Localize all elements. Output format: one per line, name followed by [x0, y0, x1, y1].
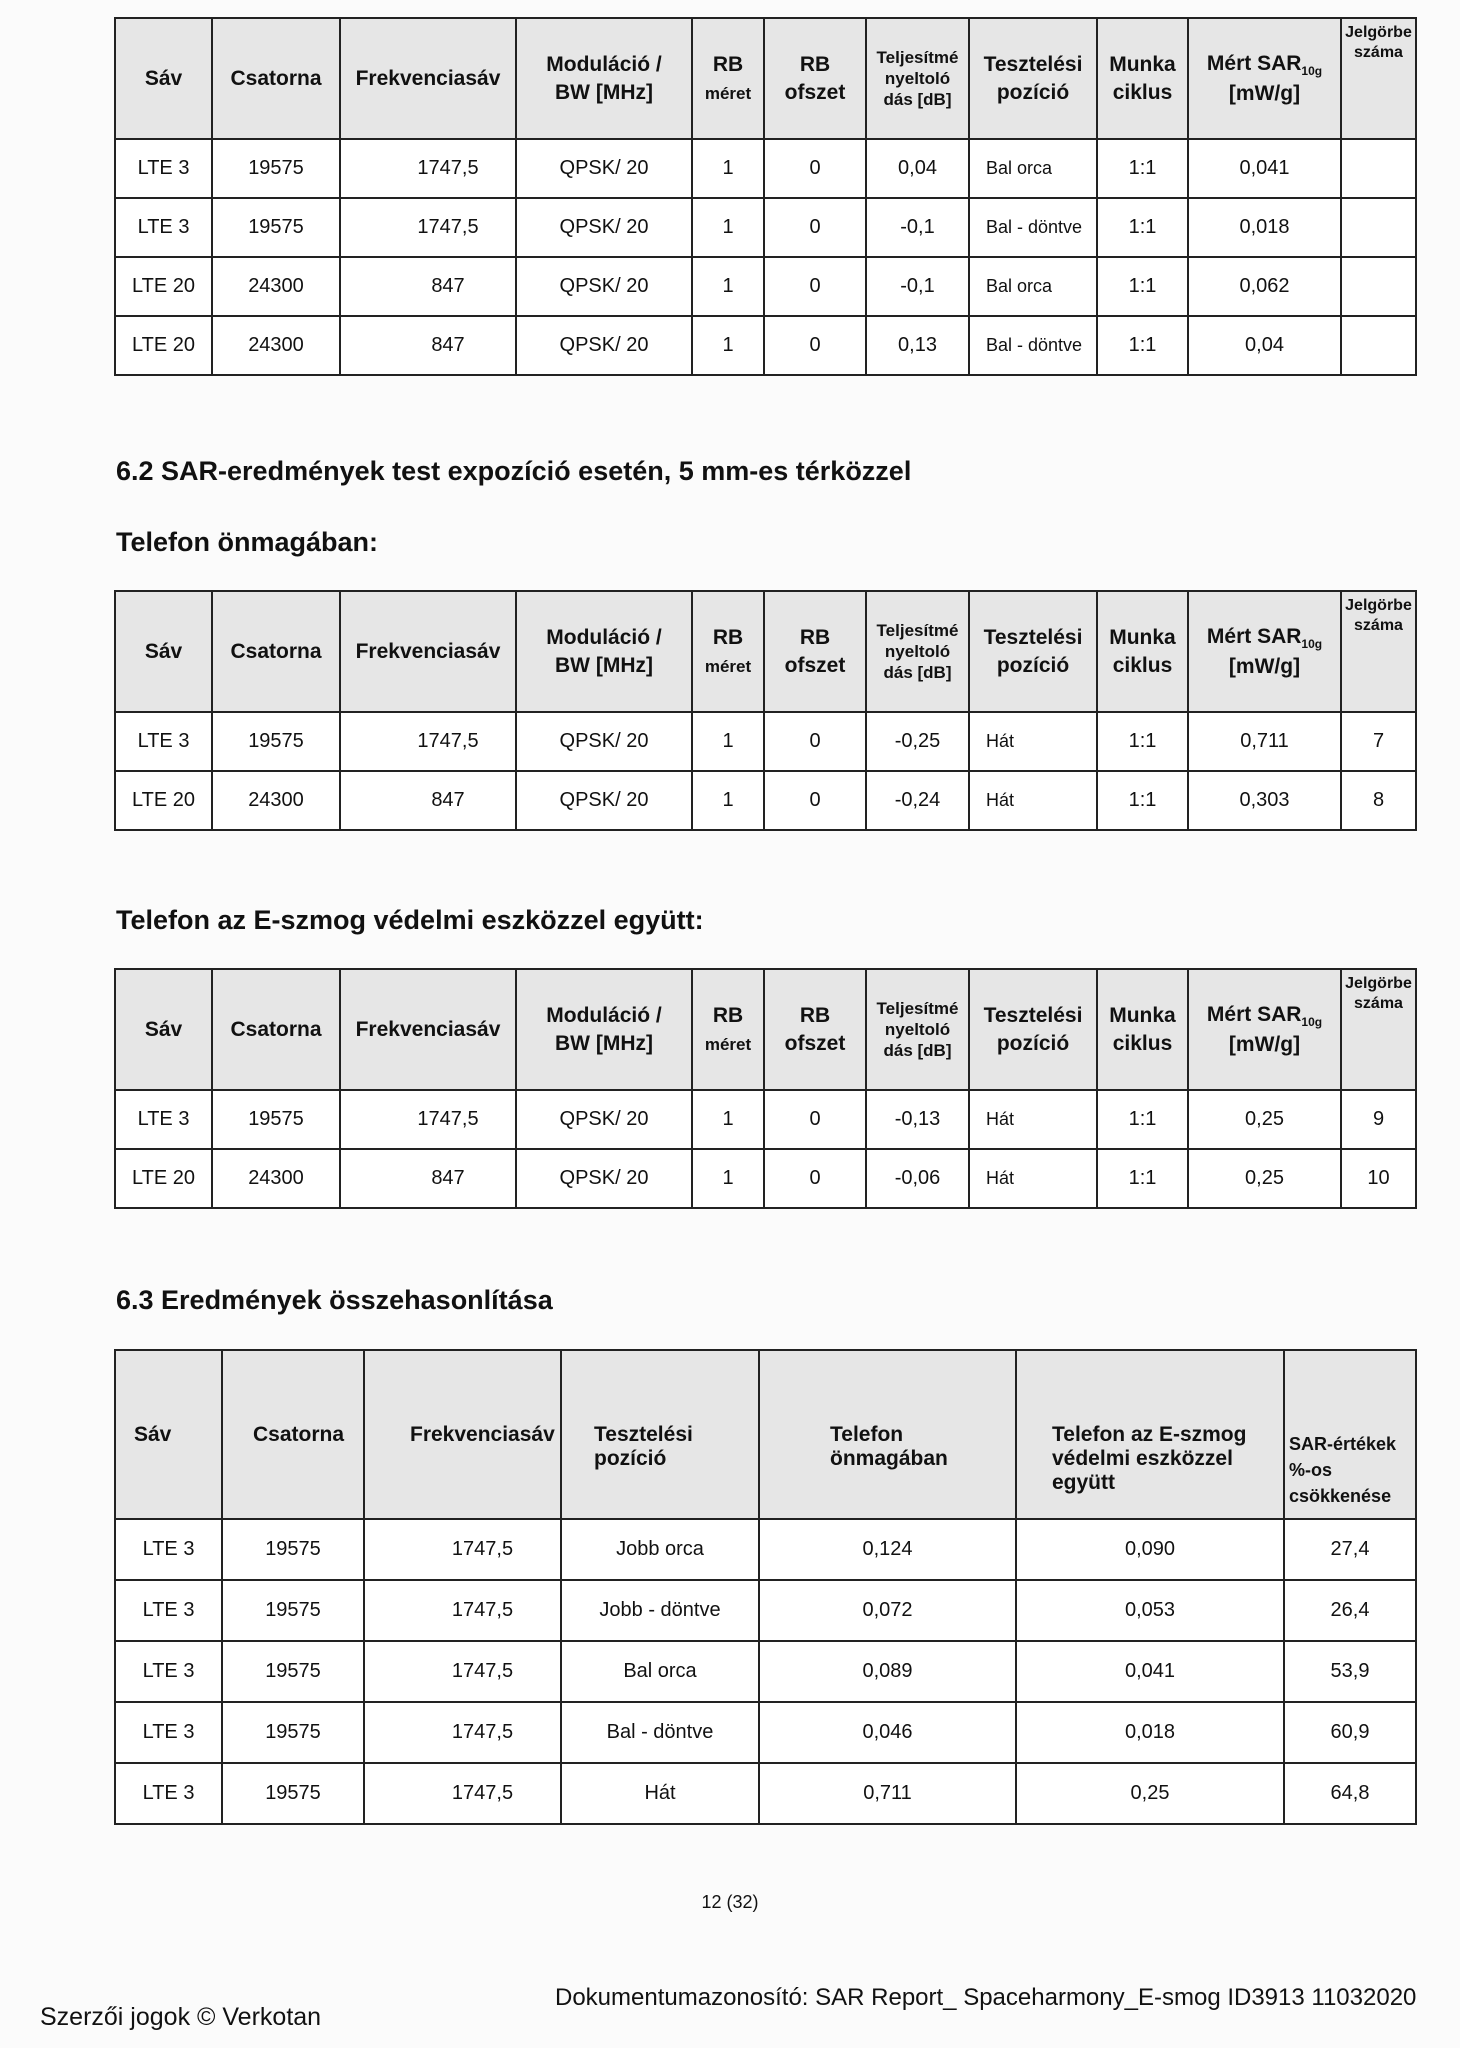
cmp-col-eszkoz: Telefon az E-szmog védelmi eszközzel együtt — [1016, 1350, 1284, 1519]
cell-csatorna: 19575 — [212, 139, 340, 198]
cell-csatorna: 24300 — [212, 1149, 340, 1208]
table-row — [115, 1580, 1416, 1641]
cell-modulacio: QPSK/ 20 — [516, 1090, 692, 1149]
comparison-table — [114, 1349, 1417, 1825]
cell-jelgorbe — [1341, 316, 1416, 375]
cell-csatorna: 19575 — [222, 1519, 364, 1580]
cell-csatorna: 19575 — [222, 1763, 364, 1824]
cell-munka: 1:1 — [1097, 257, 1188, 316]
cell-teljesitmeny: -0,24 — [866, 771, 969, 830]
cell-frekvencia: 1747,5 — [364, 1763, 561, 1824]
col-sav: Sáv — [115, 591, 212, 712]
col-pozicio: Tesztelési pozíció — [969, 591, 1097, 712]
cell-munka: 1:1 — [1097, 198, 1188, 257]
cell-pozicio: Bal - döntve — [969, 198, 1097, 257]
cell-sav: LTE 3 — [115, 712, 212, 771]
cmp-col-pozicio: Tesztelési pozíció — [561, 1350, 759, 1519]
cell-rb-ofszet: 0 — [764, 1090, 866, 1149]
cell-sav: LTE 3 — [115, 1641, 222, 1702]
cell-frekvencia: 847 — [340, 771, 516, 830]
cell-sav: LTE 3 — [115, 1519, 222, 1580]
subheading-phone-with-device: Telefon az E-szmog védelmi eszközzel együtt: — [116, 905, 704, 935]
table-header-row — [115, 1350, 1416, 1519]
cell-pozicio: Bal orca — [561, 1641, 759, 1702]
cell-telefon: 0,046 — [759, 1702, 1016, 1763]
table-row — [115, 1519, 1416, 1580]
col-jelgorbe: Jelgörbe száma — [1341, 969, 1416, 1090]
cell-csokkenes: 64,8 — [1284, 1763, 1416, 1824]
cell-jelgorbe — [1341, 139, 1416, 198]
table-row — [115, 771, 1416, 830]
cmp-col-csatorna: Csatorna — [222, 1350, 364, 1519]
col-rb-meret: RB méret — [692, 591, 764, 712]
col-sar: Mért $SAR_{10g}$ [mW/g] — [1188, 969, 1341, 1090]
cell-pozicio: Jobb orca — [561, 1519, 759, 1580]
table-row — [115, 1702, 1416, 1763]
cell-csatorna: 24300 — [212, 771, 340, 830]
col-jelgorbe: Jelgörbe száma — [1341, 591, 1416, 712]
cell-teljesitmeny: 0,04 — [866, 139, 969, 198]
cell-pozicio: Bal - döntve — [561, 1702, 759, 1763]
col-sar: Mért $SAR_{10g}$ [mW/g] — [1188, 591, 1341, 712]
cmp-col-sav: Sáv — [115, 1350, 222, 1519]
table-row — [115, 1641, 1416, 1702]
cell-frekvencia: 1747,5 — [364, 1580, 561, 1641]
cell-eszkoz: 0,25 — [1016, 1763, 1284, 1824]
cell-csokkenes: 53,9 — [1284, 1641, 1416, 1702]
col-rb-ofszet: RB ofszet — [764, 969, 866, 1090]
cell-munka: 1:1 — [1097, 139, 1188, 198]
cell-csokkenes: 60,9 — [1284, 1702, 1416, 1763]
document-id: Dokumentumazonosító: SAR Report_ Spaceharmony_E-smog ID3913 11032020 — [555, 1984, 1417, 2011]
cell-pozicio: Bal - döntve — [969, 316, 1097, 375]
cmp-col-csokkenes: SAR-értékek %-os csökkenése — [1284, 1350, 1416, 1519]
table-row — [115, 139, 1416, 198]
table-header-row — [115, 591, 1416, 712]
col-frekvencia: Frekvenciasáv — [340, 591, 516, 712]
cell-rb-ofszet: 0 — [764, 771, 866, 830]
col-rb-meret: RB méret — [692, 18, 764, 139]
cell-csatorna: 19575 — [212, 1090, 340, 1149]
cell-sav: LTE 3 — [115, 198, 212, 257]
col-rb-meret: RB méret — [692, 969, 764, 1090]
cell-frekvencia: 1747,5 — [340, 198, 516, 257]
cell-modulacio: QPSK/ 20 — [516, 139, 692, 198]
col-csatorna: Csatorna — [212, 18, 340, 139]
cmp-col-frekvencia: Frekvenciasáv — [364, 1350, 561, 1519]
cell-rb-ofszet: 0 — [764, 316, 866, 375]
cell-csatorna: 19575 — [222, 1702, 364, 1763]
cmp-col-telefon: Telefon önmagában — [759, 1350, 1016, 1519]
cell-telefon: 0,072 — [759, 1580, 1016, 1641]
cell-munka: 1:1 — [1097, 771, 1188, 830]
cell-csatorna: 24300 — [212, 257, 340, 316]
cell-pozicio: Hát — [969, 712, 1097, 771]
col-sav: Sáv — [115, 969, 212, 1090]
cell-jelgorbe: 8 — [1341, 771, 1416, 830]
cell-csatorna: 19575 — [222, 1641, 364, 1702]
cell-sar: 0,25 — [1188, 1090, 1341, 1149]
table-row — [115, 198, 1416, 257]
sar-table-phone-with-device — [114, 968, 1417, 1209]
cell-sav: LTE 3 — [115, 1763, 222, 1824]
section-6-3-heading: 6.3 Eredmények összehasonlítása — [116, 1285, 553, 1315]
cell-rb-meret: 1 — [692, 257, 764, 316]
cell-pozicio: Hát — [969, 1149, 1097, 1208]
col-teljesitmeny: Teljesítmé nyeltoló dás [dB] — [866, 18, 969, 139]
cell-rb-meret: 1 — [692, 771, 764, 830]
copyright: Szerzői jogok © Verkotan — [40, 2003, 322, 2031]
cell-pozicio: Bal orca — [969, 139, 1097, 198]
cell-teljesitmeny: -0,1 — [866, 198, 969, 257]
cell-rb-meret: 1 — [692, 316, 764, 375]
cell-rb-ofszet: 0 — [764, 1149, 866, 1208]
cell-pozicio: Bal orca — [969, 257, 1097, 316]
cell-pozicio: Hát — [969, 771, 1097, 830]
cell-frekvencia: 1747,5 — [364, 1641, 561, 1702]
cell-csatorna: 19575 — [212, 198, 340, 257]
sar-table-head-exposure — [114, 17, 1417, 376]
cell-frekvencia: 1747,5 — [364, 1519, 561, 1580]
cell-teljesitmeny: -0,06 — [866, 1149, 969, 1208]
col-teljesitmeny: Teljesítmé nyeltoló dás [dB] — [866, 591, 969, 712]
cell-csatorna: 24300 — [212, 316, 340, 375]
cell-sav: LTE 20 — [115, 316, 212, 375]
col-modulacio: Moduláció / BW [MHz] — [516, 18, 692, 139]
cell-frekvencia: 1747,5 — [340, 1090, 516, 1149]
cell-sar: 0,041 — [1188, 139, 1341, 198]
cell-sar: 0,04 — [1188, 316, 1341, 375]
cell-frekvencia: 847 — [340, 1149, 516, 1208]
cell-rb-meret: 1 — [692, 1149, 764, 1208]
cell-jelgorbe: 10 — [1341, 1149, 1416, 1208]
col-munka: Munka ciklus — [1097, 969, 1188, 1090]
cell-csokkenes: 26,4 — [1284, 1580, 1416, 1641]
cell-modulacio: QPSK/ 20 — [516, 1149, 692, 1208]
col-sav: Sáv — [115, 18, 212, 139]
cell-sar: 0,018 — [1188, 198, 1341, 257]
table-row — [115, 1763, 1416, 1824]
col-modulacio: Moduláció / BW [MHz] — [516, 969, 692, 1090]
cell-sav: LTE 20 — [115, 1149, 212, 1208]
cell-modulacio: QPSK/ 20 — [516, 712, 692, 771]
cell-sav: LTE 20 — [115, 771, 212, 830]
col-munka: Munka ciklus — [1097, 591, 1188, 712]
cell-rb-ofszet: 0 — [764, 139, 866, 198]
cell-jelgorbe — [1341, 257, 1416, 316]
cell-frekvencia: 1747,5 — [340, 712, 516, 771]
cell-eszkoz: 0,018 — [1016, 1702, 1284, 1763]
cell-munka: 1:1 — [1097, 316, 1188, 375]
table-row — [115, 712, 1416, 771]
cell-rb-meret: 1 — [692, 198, 764, 257]
cell-frekvencia: 847 — [340, 316, 516, 375]
cell-sar: 0,711 — [1188, 712, 1341, 771]
cell-frekvencia: 1747,5 — [364, 1702, 561, 1763]
cell-teljesitmeny: -0,25 — [866, 712, 969, 771]
table-row — [115, 1149, 1416, 1208]
cell-rb-meret: 1 — [692, 139, 764, 198]
cell-eszkoz: 0,090 — [1016, 1519, 1284, 1580]
cell-rb-ofszet: 0 — [764, 712, 866, 771]
cell-sar: 0,062 — [1188, 257, 1341, 316]
cell-munka: 1:1 — [1097, 1090, 1188, 1149]
cell-csatorna: 19575 — [222, 1580, 364, 1641]
cell-sav: LTE 3 — [115, 139, 212, 198]
cell-sav: LTE 3 — [115, 1580, 222, 1641]
cell-frekvencia: 847 — [340, 257, 516, 316]
sar-table-phone-alone — [114, 590, 1417, 831]
cell-eszkoz: 0,041 — [1016, 1641, 1284, 1702]
cell-telefon: 0,711 — [759, 1763, 1016, 1824]
cell-teljesitmeny: 0,13 — [866, 316, 969, 375]
cell-modulacio: QPSK/ 20 — [516, 257, 692, 316]
cell-pozicio: Hát — [969, 1090, 1097, 1149]
col-pozicio: Tesztelési pozíció — [969, 18, 1097, 139]
cell-jelgorbe — [1341, 198, 1416, 257]
table-header-row — [115, 969, 1416, 1090]
col-pozicio: Tesztelési pozíció — [969, 969, 1097, 1090]
cell-telefon: 0,124 — [759, 1519, 1016, 1580]
table-row — [115, 316, 1416, 375]
subheading-phone-alone: Telefon önmagában: — [116, 527, 379, 557]
col-csatorna: Csatorna — [212, 969, 340, 1090]
col-teljesitmeny: Teljesítmé nyeltoló dás [dB] — [866, 969, 969, 1090]
cell-sav: LTE 3 — [115, 1702, 222, 1763]
col-frekvencia: Frekvenciasáv — [340, 18, 516, 139]
cell-pozicio: Jobb - döntve — [561, 1580, 759, 1641]
cell-teljesitmeny: -0,13 — [866, 1090, 969, 1149]
table-header-row — [115, 18, 1416, 139]
cell-eszkoz: 0,053 — [1016, 1580, 1284, 1641]
cell-pozicio: Hát — [561, 1763, 759, 1824]
cell-jelgorbe: 9 — [1341, 1090, 1416, 1149]
cell-modulacio: QPSK/ 20 — [516, 771, 692, 830]
page-number: 12 (32) — [701, 1892, 759, 1912]
col-frekvencia: Frekvenciasáv — [340, 969, 516, 1090]
cell-teljesitmeny: -0,1 — [866, 257, 969, 316]
cell-sav: LTE 20 — [115, 257, 212, 316]
section-6-2-heading: 6.2 SAR-eredmények test expozíció esetén, 5 mm-es térközzel — [116, 456, 912, 486]
col-rb-ofszet: RB ofszet — [764, 18, 866, 139]
cell-telefon: 0,089 — [759, 1641, 1016, 1702]
col-csatorna: Csatorna — [212, 591, 340, 712]
cell-csokkenes: 27,4 — [1284, 1519, 1416, 1580]
col-munka: Munka ciklus — [1097, 18, 1188, 139]
cell-munka: 1:1 — [1097, 712, 1188, 771]
col-sar: Mért $SAR_{10g}$ [mW/g] — [1188, 18, 1341, 139]
cell-rb-meret: 1 — [692, 1090, 764, 1149]
cell-rb-ofszet: 0 — [764, 257, 866, 316]
cell-munka: 1:1 — [1097, 1149, 1188, 1208]
table-row — [115, 257, 1416, 316]
cell-rb-meret: 1 — [692, 712, 764, 771]
table-row — [115, 1090, 1416, 1149]
col-modulacio: Moduláció / BW [MHz] — [516, 591, 692, 712]
cell-sav: LTE 3 — [115, 1090, 212, 1149]
cell-modulacio: QPSK/ 20 — [516, 316, 692, 375]
cell-rb-ofszet: 0 — [764, 198, 866, 257]
cell-frekvencia: 1747,5 — [340, 139, 516, 198]
col-jelgorbe: Jelgörbe száma — [1341, 18, 1416, 139]
cell-modulacio: QPSK/ 20 — [516, 198, 692, 257]
cell-csatorna: 19575 — [212, 712, 340, 771]
cell-jelgorbe: 7 — [1341, 712, 1416, 771]
cell-sar: 0,303 — [1188, 771, 1341, 830]
col-rb-ofszet: RB ofszet — [764, 591, 866, 712]
cell-sar: 0,25 — [1188, 1149, 1341, 1208]
